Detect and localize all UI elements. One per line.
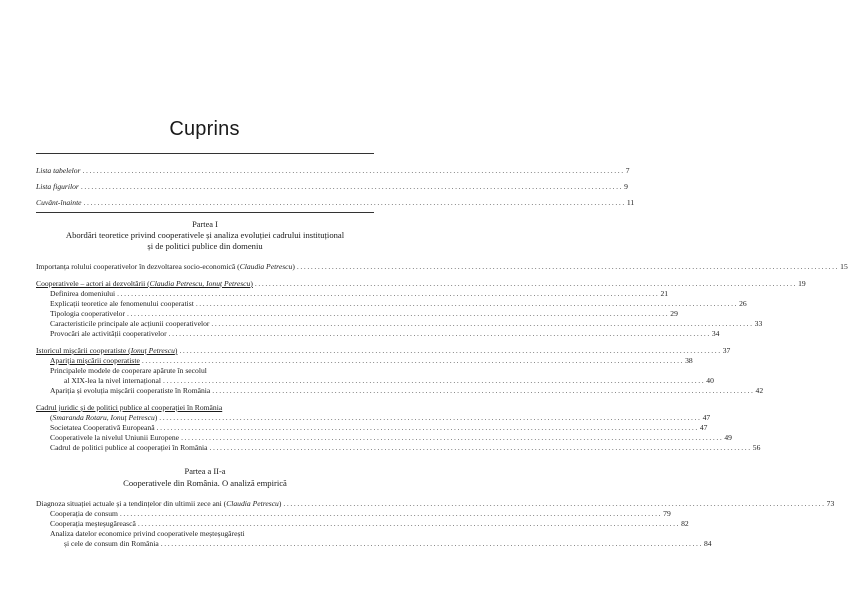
leader-dots: ........................................................................................................................................................... (209, 443, 752, 452)
part2-heading: Partea a II-a (184, 467, 226, 476)
toc-subentry[interactable] (50, 386, 764, 395)
toc-entry-authors: Claudia Petrescu (239, 262, 293, 271)
leader-dots: ........................................................................................................................................................... (212, 386, 755, 395)
toc-entry-label: Cooperația meșteșugărească (50, 519, 136, 528)
toc-page-number: 34 (711, 329, 720, 338)
part1-heading: Partea I (192, 220, 218, 229)
toc-page-number: 15 (840, 262, 848, 271)
toc-entry-label: Provocări ale activității cooperativelor (50, 329, 167, 338)
toc-entry-authors: Smaranda Rotaru, Ionuț Petrescu (52, 413, 155, 422)
toc-page-number: 73 (826, 499, 835, 508)
toc-entry-authors: Ionuț Petrescu (130, 346, 175, 355)
toc-subentry[interactable] (50, 423, 708, 432)
leader-dots: ........................................................................................................................................................... (160, 539, 703, 548)
toc-entry-label: Apariția mișcării cooperatiste (50, 356, 140, 365)
toc-page-number: 26 (739, 299, 747, 308)
toc-page-number: 21 (660, 289, 669, 298)
toc-entry-list-of-figures[interactable] (36, 182, 628, 191)
leader-dots: ........................................................................................................................................................... (80, 182, 624, 191)
page-title: Cuprins (169, 118, 240, 140)
toc-page-number: 19 (798, 279, 806, 288)
toc-subentry-line2[interactable] (64, 376, 714, 385)
toc-entry[interactable] (36, 346, 731, 355)
leader-dots: ........................................................................................................................................................... (181, 433, 724, 442)
leader-dots: ........................................................................................................................................................... (156, 423, 699, 432)
toc-entry-label: Caracteristicile principale ale acțiunii cooperativelor (50, 319, 210, 328)
toc-entry-label: al XIX-lea la nivel internațional (64, 376, 161, 385)
toc-entry-label: Cooperativele la nivelul Uniunii Europene (50, 433, 180, 442)
toc-entry-authors: Claudia Petrescu, Ionuț Petrescu (149, 279, 251, 288)
toc-page-number: 40 (706, 376, 714, 385)
toc-subentry[interactable] (50, 356, 693, 365)
toc-entry-label: Societatea Cooperativă Europeană (50, 423, 155, 432)
toc-page-number: 11 (626, 198, 635, 207)
top-divider (36, 153, 374, 154)
toc-subentry[interactable] (50, 329, 720, 338)
toc-page-number: 7 (625, 166, 630, 175)
leader-dots: ........................................................................................................................................................... (179, 346, 722, 355)
leader-dots: ........................................................................................................................................................... (195, 299, 739, 308)
toc-entry[interactable] (36, 279, 806, 288)
toc-entry-line2[interactable] (50, 413, 711, 422)
toc-subentry[interactable] (50, 443, 761, 452)
toc-page-number: 29 (670, 309, 678, 318)
leader-dots: ........................................................................................................................................................... (254, 279, 798, 288)
leader-dots: ........................................................................................................................................................... (137, 519, 681, 528)
leader-dots: ........................................................................................................................................................... (117, 289, 660, 298)
toc-subentry[interactable] (50, 299, 747, 308)
toc-subentry-line1[interactable]: Analiza datelor economice privind cooperativele meșteșugărești (50, 529, 245, 538)
toc-page-number: 84 (703, 539, 712, 548)
leader-dots: ........................................................................................................................................................... (159, 413, 702, 422)
part1-subtitle-line1: Abordări teoretice privind cooperativele și analiza evoluției cadrului instituțional (65, 230, 345, 240)
toc-entry-label: (Smaranda Rotaru, Ionuț Petrescu) (50, 413, 158, 422)
toc-subentry[interactable] (50, 319, 763, 328)
toc-entry-authors: Claudia Petrescu (226, 499, 279, 508)
toc-subentry[interactable] (50, 519, 689, 528)
toc-page-number: 37 (722, 346, 731, 355)
toc-entry-label: Importanța rolului cooperativelor în dezvoltarea socio-economică (Claudia Petrescu) (36, 262, 295, 271)
leader-dots: ........................................................................................................................................................... (119, 509, 663, 518)
toc-page-number: 38 (685, 356, 693, 365)
toc-entry-line1[interactable]: Cadrul juridic și de politici publice al cooperației în România (36, 403, 223, 412)
toc-entry-label: Cadrul de politici publice al cooperației în România (50, 443, 208, 452)
toc-page-number: 79 (663, 509, 671, 518)
toc-subentry[interactable] (50, 309, 678, 318)
part2-subtitle: Cooperativele din România. O analiză empirică (123, 478, 287, 488)
toc-entry-label: Lista figurilor (36, 182, 79, 191)
toc-page-number: 9 (624, 182, 628, 191)
leader-dots: ........................................................................................................................................................... (82, 166, 625, 175)
toc-page-number: 56 (752, 443, 761, 452)
toc-subentry-line2[interactable] (64, 539, 712, 548)
toc-entry-label: Cooperația de consum (50, 509, 118, 518)
leader-dots: ........................................................................................................................................................... (141, 356, 685, 365)
toc-entry-label: Definirea domeniului (50, 289, 116, 298)
toc-subentry-line1[interactable]: Principalele modele de cooperare apărute în secolul (50, 366, 207, 375)
leader-dots: ........................................................................................................................................................... (163, 376, 706, 385)
toc-entry-label: Apariția și evoluția mișcării cooperatiste în România (50, 386, 211, 395)
leader-dots: ........................................................................................................................................................... (168, 329, 711, 338)
toc-entry[interactable] (36, 262, 848, 271)
toc-subentry[interactable] (50, 289, 669, 298)
toc-page-number: 47 (699, 423, 708, 432)
toc-subentry[interactable] (50, 509, 671, 518)
toc-entry-label: Tipologia cooperativelor (50, 309, 126, 318)
toc-entry-label: și cele de consum din România (64, 539, 159, 548)
toc-page-number: 82 (681, 519, 689, 528)
toc-entry-label: Diagnoza situației actuale și a tendințelor din ultimii zece ani (Claudia Petrescu) (36, 499, 282, 508)
toc-page-number: 42 (755, 386, 764, 395)
toc-entry-label: Lista tabelelor (36, 166, 81, 175)
leader-dots: ........................................................................................................................................................... (127, 309, 670, 318)
leader-dots: ........................................................................................................................................................... (211, 319, 754, 328)
toc-entry-label: Explicații teoretice ale fenomenului cooperatist (50, 299, 194, 308)
toc-entry-label: Istoricul mișcării cooperatiste (Ionuț Petrescu) (36, 346, 178, 355)
toc-entry[interactable] (36, 499, 835, 508)
part1-subtitle-line2: și de politici publice din domeniu (147, 241, 263, 251)
toc-page-number: 47 (702, 413, 711, 422)
leader-dots: ........................................................................................................................................................... (283, 499, 826, 508)
toc-page-number: 49 (724, 433, 732, 442)
toc-entry-foreword[interactable] (36, 198, 635, 207)
toc-subentry[interactable] (50, 433, 732, 442)
middle-divider (36, 212, 374, 213)
leader-dots: ........................................................................................................................................................... (83, 198, 626, 207)
toc-entry-list-of-tables[interactable] (36, 166, 630, 175)
toc-entry-label: Cuvânt-înainte (36, 198, 82, 207)
toc-entry-label: Cooperativele – actori ai dezvoltării (Claudia Petrescu, Ionuț Petrescu) (36, 279, 253, 288)
leader-dots: ........................................................................................................................................................... (296, 262, 840, 271)
toc-page-number: 33 (754, 319, 763, 328)
